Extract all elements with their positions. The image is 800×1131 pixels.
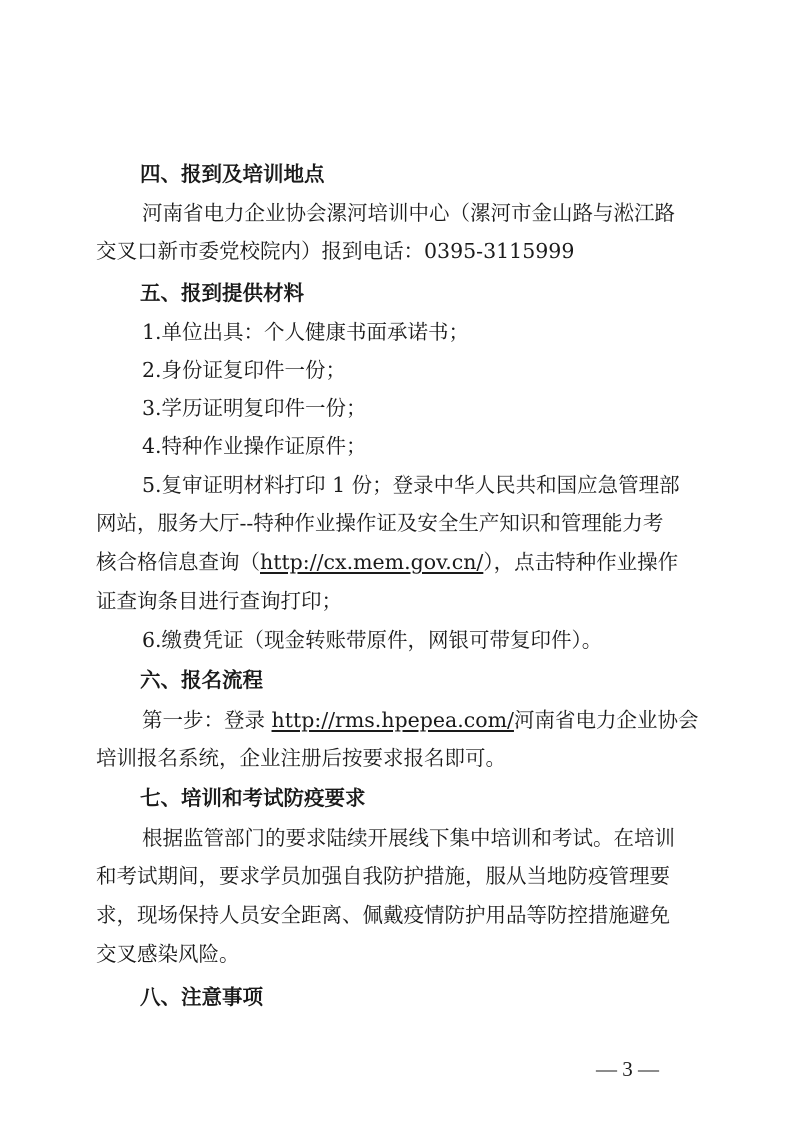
- heading-location: 四、报到及培训地点: [140, 162, 325, 186]
- heading-materials: 五、报到提供材料: [140, 281, 304, 305]
- material-item-5: 5.复审证明材料打印 1 份；登录中华人民共和国应急管理部: [142, 473, 680, 497]
- epidemic-para-line-1: 根据监管部门的要求陆续开展线下集中培训和考试。在培训: [142, 826, 675, 850]
- epidemic-para-line-4: 交叉感染风险。: [96, 942, 240, 966]
- mem-query-link[interactable]: http://cx.mem.gov.cn/: [260, 550, 484, 574]
- heading-epidemic: 七、培训和考试防疫要求: [140, 786, 366, 810]
- material-item-4: 4.特种作业操作证原件；: [142, 434, 367, 458]
- material-item-5-cont-3: 证查询条目进行查询打印；: [96, 589, 342, 613]
- epidemic-para-line-2: 和考试期间，要求学员加强自我防护措施，服从当地防疫管理要: [96, 864, 670, 888]
- step-prefix: 第一步：登录: [142, 708, 272, 732]
- material-item-6: 6.缴费凭证（现金转账带原件，网银可带复印件）。: [142, 628, 603, 652]
- heading-registration: 六、报名流程: [140, 668, 263, 692]
- epidemic-para-line-3: 求，现场保持人员安全距离、佩戴疫情防护用品等防控措施避免: [96, 903, 670, 927]
- address-line-2: 交叉口新市委党校院内）报到电话：0395-3115999: [96, 239, 575, 263]
- page-number: — 3 —: [596, 1057, 659, 1081]
- heading-notes: 八、注意事项: [140, 985, 263, 1009]
- registration-link[interactable]: http://rms.hpepea.com/: [271, 708, 514, 732]
- material-item-5-cont-2: [96, 548, 678, 576]
- registration-step-1-cont: 培训报名系统，企业注册后按要求报名即可。: [96, 746, 506, 770]
- query-text-tail: ），点击特种作业操作: [483, 550, 679, 574]
- material-item-2: 2.身份证复印件一份；: [142, 358, 347, 382]
- query-text: 核合格信息查询（: [96, 550, 260, 574]
- material-item-3: 3.学历证明复印件一份；: [142, 396, 367, 420]
- step-suffix: 河南省电力企业协会: [513, 708, 699, 732]
- registration-step-1: [142, 706, 698, 734]
- material-item-1: 1.单位出具：个人健康书面承诺书；: [142, 320, 470, 344]
- address-line-1: 河南省电力企业协会漯河培训中心（漯河市金山路与淞江路: [142, 201, 675, 225]
- material-item-5-cont-1: 网站，服务大厅--特种作业操作证及安全生产知识和管理能力考: [96, 511, 664, 535]
